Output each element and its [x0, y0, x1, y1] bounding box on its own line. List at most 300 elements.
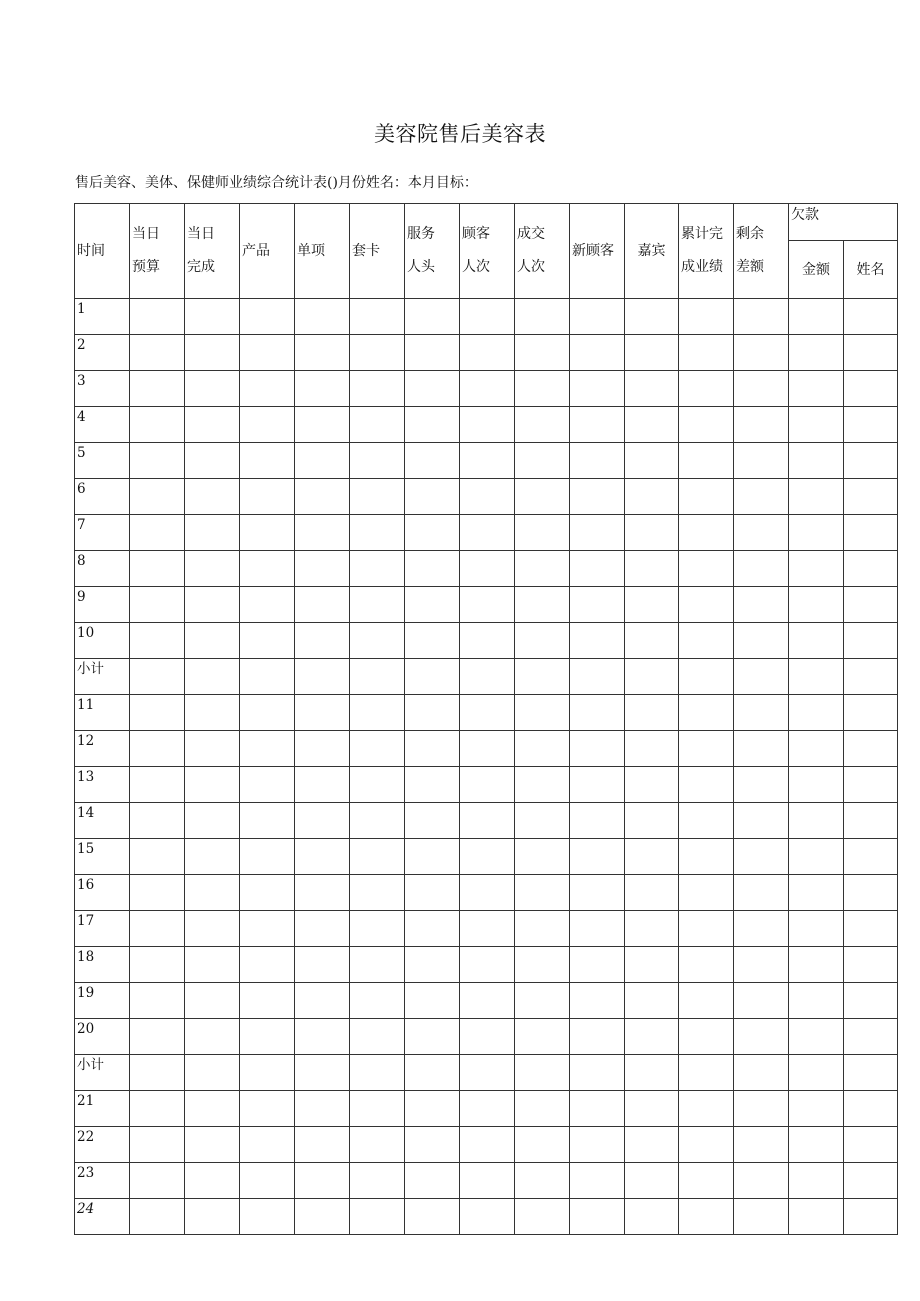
table-cell[interactable]	[130, 1019, 185, 1055]
table-cell[interactable]	[405, 1019, 460, 1055]
table-cell[interactable]	[240, 515, 295, 551]
table-cell[interactable]	[844, 911, 898, 947]
table-cell[interactable]	[130, 1127, 185, 1163]
table-cell[interactable]	[240, 1163, 295, 1199]
table-cell[interactable]	[625, 623, 679, 659]
table-cell[interactable]	[460, 623, 515, 659]
table-cell[interactable]	[130, 1199, 185, 1235]
table-cell[interactable]	[185, 983, 240, 1019]
table-cell[interactable]	[570, 911, 625, 947]
table-cell[interactable]	[679, 587, 734, 623]
table-cell[interactable]	[570, 551, 625, 587]
table-cell[interactable]	[185, 767, 240, 803]
table-cell[interactable]	[240, 335, 295, 371]
table-cell[interactable]	[130, 875, 185, 911]
table-cell[interactable]	[460, 875, 515, 911]
table-cell[interactable]	[460, 587, 515, 623]
table-cell[interactable]	[185, 1127, 240, 1163]
table-cell[interactable]	[515, 1199, 570, 1235]
table-cell[interactable]	[789, 803, 844, 839]
table-cell[interactable]	[679, 1019, 734, 1055]
table-cell[interactable]	[185, 695, 240, 731]
table-cell[interactable]	[679, 947, 734, 983]
table-cell[interactable]	[130, 767, 185, 803]
table-cell[interactable]	[295, 947, 350, 983]
table-cell[interactable]	[460, 767, 515, 803]
table-cell[interactable]	[240, 1127, 295, 1163]
table-cell[interactable]	[570, 1127, 625, 1163]
table-cell[interactable]	[240, 587, 295, 623]
table-cell[interactable]	[844, 623, 898, 659]
table-cell[interactable]	[405, 299, 460, 335]
table-cell[interactable]	[844, 443, 898, 479]
table-cell[interactable]	[789, 1199, 844, 1235]
table-cell[interactable]	[350, 983, 405, 1019]
table-cell[interactable]	[185, 587, 240, 623]
table-cell[interactable]	[405, 1163, 460, 1199]
table-cell[interactable]	[844, 767, 898, 803]
table-cell[interactable]	[295, 371, 350, 407]
table-cell[interactable]	[515, 803, 570, 839]
table-cell[interactable]	[460, 947, 515, 983]
table-cell[interactable]	[734, 803, 789, 839]
table-cell[interactable]	[405, 407, 460, 443]
table-cell[interactable]	[625, 731, 679, 767]
table-cell[interactable]	[625, 551, 679, 587]
table-cell[interactable]	[350, 335, 405, 371]
table-cell[interactable]	[625, 443, 679, 479]
table-cell[interactable]	[515, 623, 570, 659]
table-cell[interactable]	[185, 299, 240, 335]
table-cell[interactable]	[844, 1019, 898, 1055]
table-cell[interactable]	[844, 839, 898, 875]
table-cell[interactable]	[405, 1199, 460, 1235]
table-cell[interactable]	[295, 515, 350, 551]
table-cell[interactable]	[350, 1055, 405, 1091]
table-cell[interactable]	[515, 443, 570, 479]
table-cell[interactable]	[240, 1091, 295, 1127]
table-cell[interactable]	[789, 947, 844, 983]
table-cell[interactable]	[405, 767, 460, 803]
table-cell[interactable]	[295, 443, 350, 479]
table-cell[interactable]	[130, 479, 185, 515]
table-cell[interactable]	[844, 515, 898, 551]
table-cell[interactable]	[295, 479, 350, 515]
table-cell[interactable]	[570, 1091, 625, 1127]
table-cell[interactable]	[679, 1163, 734, 1199]
table-cell[interactable]	[570, 839, 625, 875]
table-cell[interactable]	[844, 803, 898, 839]
table-cell[interactable]	[679, 551, 734, 587]
table-cell[interactable]	[679, 299, 734, 335]
table-cell[interactable]	[570, 587, 625, 623]
table-cell[interactable]	[625, 479, 679, 515]
table-cell[interactable]	[240, 767, 295, 803]
table-cell[interactable]	[350, 371, 405, 407]
table-cell[interactable]	[570, 1019, 625, 1055]
table-cell[interactable]	[789, 551, 844, 587]
table-cell[interactable]	[679, 443, 734, 479]
table-cell[interactable]	[350, 803, 405, 839]
table-cell[interactable]	[460, 839, 515, 875]
table-cell[interactable]	[185, 515, 240, 551]
table-cell[interactable]	[844, 875, 898, 911]
table-cell[interactable]	[570, 1199, 625, 1235]
table-cell[interactable]	[460, 551, 515, 587]
table-cell[interactable]	[130, 587, 185, 623]
table-cell[interactable]	[844, 1127, 898, 1163]
table-cell[interactable]	[130, 1163, 185, 1199]
table-cell[interactable]	[570, 731, 625, 767]
table-cell[interactable]	[625, 947, 679, 983]
table-cell[interactable]	[130, 911, 185, 947]
table-cell[interactable]	[240, 983, 295, 1019]
table-cell[interactable]	[185, 623, 240, 659]
table-cell[interactable]	[844, 1163, 898, 1199]
table-cell[interactable]	[789, 587, 844, 623]
table-cell[interactable]	[679, 1199, 734, 1235]
table-cell[interactable]	[789, 479, 844, 515]
table-cell[interactable]	[625, 335, 679, 371]
table-cell[interactable]	[625, 587, 679, 623]
table-cell[interactable]	[570, 443, 625, 479]
table-cell[interactable]	[130, 659, 185, 695]
table-cell[interactable]	[240, 839, 295, 875]
table-cell[interactable]	[515, 1091, 570, 1127]
table-cell[interactable]	[130, 983, 185, 1019]
table-cell[interactable]	[460, 911, 515, 947]
table-cell[interactable]	[185, 947, 240, 983]
table-cell[interactable]	[240, 731, 295, 767]
table-cell[interactable]	[734, 587, 789, 623]
table-cell[interactable]	[570, 407, 625, 443]
table-cell[interactable]	[625, 1055, 679, 1091]
table-cell[interactable]	[844, 335, 898, 371]
table-cell[interactable]	[844, 551, 898, 587]
table-cell[interactable]	[405, 371, 460, 407]
table-cell[interactable]	[734, 551, 789, 587]
table-cell[interactable]	[570, 1163, 625, 1199]
table-cell[interactable]	[515, 947, 570, 983]
table-cell[interactable]	[789, 1127, 844, 1163]
table-cell[interactable]	[405, 623, 460, 659]
table-cell[interactable]	[240, 623, 295, 659]
table-cell[interactable]	[295, 875, 350, 911]
table-cell[interactable]	[240, 407, 295, 443]
table-cell[interactable]	[789, 407, 844, 443]
table-cell[interactable]	[350, 515, 405, 551]
table-cell[interactable]	[734, 875, 789, 911]
table-cell[interactable]	[185, 1091, 240, 1127]
table-cell[interactable]	[515, 983, 570, 1019]
table-cell[interactable]	[460, 983, 515, 1019]
table-cell[interactable]	[405, 1127, 460, 1163]
table-cell[interactable]	[460, 371, 515, 407]
table-cell[interactable]	[789, 875, 844, 911]
table-cell[interactable]	[185, 1199, 240, 1235]
table-cell[interactable]	[679, 695, 734, 731]
table-cell[interactable]	[734, 515, 789, 551]
table-cell[interactable]	[295, 1091, 350, 1127]
table-cell[interactable]	[789, 839, 844, 875]
table-cell[interactable]	[679, 407, 734, 443]
table-cell[interactable]	[844, 659, 898, 695]
table-cell[interactable]	[405, 1055, 460, 1091]
table-cell[interactable]	[240, 1199, 295, 1235]
table-cell[interactable]	[460, 803, 515, 839]
table-cell[interactable]	[185, 1163, 240, 1199]
table-cell[interactable]	[734, 335, 789, 371]
table-cell[interactable]	[570, 803, 625, 839]
table-cell[interactable]	[350, 659, 405, 695]
table-cell[interactable]	[460, 335, 515, 371]
table-cell[interactable]	[295, 767, 350, 803]
table-cell[interactable]	[405, 587, 460, 623]
table-cell[interactable]	[789, 731, 844, 767]
table-cell[interactable]	[515, 731, 570, 767]
table-cell[interactable]	[844, 1199, 898, 1235]
table-cell[interactable]	[295, 623, 350, 659]
table-cell[interactable]	[240, 1055, 295, 1091]
table-cell[interactable]	[625, 875, 679, 911]
table-cell[interactable]	[130, 803, 185, 839]
table-cell[interactable]	[679, 623, 734, 659]
table-cell[interactable]	[295, 983, 350, 1019]
table-cell[interactable]	[679, 659, 734, 695]
table-cell[interactable]	[295, 1055, 350, 1091]
table-cell[interactable]	[405, 479, 460, 515]
table-cell[interactable]	[185, 407, 240, 443]
table-cell[interactable]	[130, 731, 185, 767]
table-cell[interactable]	[405, 803, 460, 839]
table-cell[interactable]	[734, 731, 789, 767]
table-cell[interactable]	[844, 1055, 898, 1091]
table-cell[interactable]	[679, 983, 734, 1019]
table-cell[interactable]	[570, 767, 625, 803]
table-cell[interactable]	[789, 659, 844, 695]
table-cell[interactable]	[460, 1055, 515, 1091]
table-cell[interactable]	[789, 1019, 844, 1055]
table-cell[interactable]	[570, 479, 625, 515]
table-cell[interactable]	[295, 659, 350, 695]
table-cell[interactable]	[844, 1091, 898, 1127]
table-cell[interactable]	[515, 659, 570, 695]
table-cell[interactable]	[240, 911, 295, 947]
table-cell[interactable]	[734, 371, 789, 407]
table-cell[interactable]	[240, 551, 295, 587]
table-cell[interactable]	[734, 1019, 789, 1055]
table-cell[interactable]	[515, 551, 570, 587]
table-cell[interactable]	[570, 659, 625, 695]
table-cell[interactable]	[295, 1019, 350, 1055]
table-cell[interactable]	[844, 587, 898, 623]
table-cell[interactable]	[625, 1163, 679, 1199]
table-cell[interactable]	[185, 335, 240, 371]
table-cell[interactable]	[295, 551, 350, 587]
table-cell[interactable]	[625, 1091, 679, 1127]
table-cell[interactable]	[295, 587, 350, 623]
table-cell[interactable]	[240, 1019, 295, 1055]
table-cell[interactable]	[679, 803, 734, 839]
table-cell[interactable]	[350, 1199, 405, 1235]
table-cell[interactable]	[405, 983, 460, 1019]
table-cell[interactable]	[679, 515, 734, 551]
table-cell[interactable]	[295, 335, 350, 371]
table-cell[interactable]	[295, 839, 350, 875]
table-cell[interactable]	[625, 803, 679, 839]
table-cell[interactable]	[679, 479, 734, 515]
table-cell[interactable]	[625, 1127, 679, 1163]
table-cell[interactable]	[130, 371, 185, 407]
table-cell[interactable]	[295, 407, 350, 443]
table-cell[interactable]	[350, 551, 405, 587]
table-cell[interactable]	[130, 1055, 185, 1091]
table-cell[interactable]	[625, 695, 679, 731]
table-cell[interactable]	[350, 407, 405, 443]
table-cell[interactable]	[460, 1019, 515, 1055]
table-cell[interactable]	[789, 1163, 844, 1199]
table-cell[interactable]	[460, 479, 515, 515]
table-cell[interactable]	[350, 911, 405, 947]
table-cell[interactable]	[350, 1163, 405, 1199]
table-cell[interactable]	[844, 407, 898, 443]
table-cell[interactable]	[734, 947, 789, 983]
table-cell[interactable]	[515, 875, 570, 911]
table-cell[interactable]	[405, 551, 460, 587]
table-cell[interactable]	[460, 407, 515, 443]
table-cell[interactable]	[625, 299, 679, 335]
table-cell[interactable]	[240, 443, 295, 479]
table-cell[interactable]	[515, 1055, 570, 1091]
table-cell[interactable]	[350, 587, 405, 623]
table-cell[interactable]	[515, 479, 570, 515]
table-cell[interactable]	[789, 515, 844, 551]
table-cell[interactable]	[789, 1091, 844, 1127]
table-cell[interactable]	[240, 659, 295, 695]
table-cell[interactable]	[515, 587, 570, 623]
table-cell[interactable]	[625, 659, 679, 695]
table-cell[interactable]	[734, 659, 789, 695]
table-cell[interactable]	[734, 695, 789, 731]
table-cell[interactable]	[515, 1163, 570, 1199]
table-cell[interactable]	[295, 1163, 350, 1199]
table-cell[interactable]	[570, 695, 625, 731]
table-cell[interactable]	[570, 1055, 625, 1091]
table-cell[interactable]	[734, 1163, 789, 1199]
table-cell[interactable]	[295, 731, 350, 767]
table-cell[interactable]	[734, 1055, 789, 1091]
table-cell[interactable]	[844, 479, 898, 515]
table-cell[interactable]	[734, 983, 789, 1019]
table-cell[interactable]	[185, 659, 240, 695]
table-cell[interactable]	[350, 479, 405, 515]
table-cell[interactable]	[185, 371, 240, 407]
table-cell[interactable]	[734, 443, 789, 479]
table-cell[interactable]	[844, 695, 898, 731]
table-cell[interactable]	[185, 551, 240, 587]
table-cell[interactable]	[625, 911, 679, 947]
table-cell[interactable]	[679, 1055, 734, 1091]
table-cell[interactable]	[789, 1055, 844, 1091]
table-cell[interactable]	[130, 1091, 185, 1127]
table-cell[interactable]	[570, 335, 625, 371]
table-cell[interactable]	[515, 335, 570, 371]
table-cell[interactable]	[515, 1019, 570, 1055]
table-cell[interactable]	[240, 875, 295, 911]
table-cell[interactable]	[679, 371, 734, 407]
table-cell[interactable]	[734, 299, 789, 335]
table-cell[interactable]	[350, 443, 405, 479]
table-cell[interactable]	[789, 695, 844, 731]
table-cell[interactable]	[350, 1127, 405, 1163]
table-cell[interactable]	[789, 623, 844, 659]
table-cell[interactable]	[130, 947, 185, 983]
table-cell[interactable]	[130, 695, 185, 731]
table-cell[interactable]	[515, 299, 570, 335]
table-cell[interactable]	[185, 731, 240, 767]
table-cell[interactable]	[295, 695, 350, 731]
table-cell[interactable]	[515, 767, 570, 803]
table-cell[interactable]	[734, 839, 789, 875]
table-cell[interactable]	[295, 911, 350, 947]
table-cell[interactable]	[350, 839, 405, 875]
table-cell[interactable]	[844, 947, 898, 983]
table-cell[interactable]	[679, 767, 734, 803]
table-cell[interactable]	[734, 1127, 789, 1163]
table-cell[interactable]	[844, 371, 898, 407]
table-cell[interactable]	[460, 731, 515, 767]
table-cell[interactable]	[350, 623, 405, 659]
table-cell[interactable]	[460, 659, 515, 695]
table-cell[interactable]	[515, 839, 570, 875]
table-cell[interactable]	[789, 335, 844, 371]
table-cell[interactable]	[405, 515, 460, 551]
table-cell[interactable]	[405, 875, 460, 911]
table-cell[interactable]	[185, 443, 240, 479]
table-cell[interactable]	[625, 1199, 679, 1235]
table-cell[interactable]	[130, 443, 185, 479]
table-cell[interactable]	[625, 983, 679, 1019]
table-cell[interactable]	[625, 1019, 679, 1055]
table-cell[interactable]	[130, 407, 185, 443]
table-cell[interactable]	[405, 947, 460, 983]
table-cell[interactable]	[405, 839, 460, 875]
table-cell[interactable]	[515, 1127, 570, 1163]
table-cell[interactable]	[405, 911, 460, 947]
table-cell[interactable]	[844, 731, 898, 767]
table-cell[interactable]	[405, 1091, 460, 1127]
table-cell[interactable]	[570, 515, 625, 551]
table-cell[interactable]	[625, 767, 679, 803]
table-cell[interactable]	[185, 803, 240, 839]
table-cell[interactable]	[789, 371, 844, 407]
table-cell[interactable]	[734, 911, 789, 947]
table-cell[interactable]	[679, 1091, 734, 1127]
table-cell[interactable]	[295, 1127, 350, 1163]
table-cell[interactable]	[185, 1055, 240, 1091]
table-cell[interactable]	[460, 443, 515, 479]
table-cell[interactable]	[405, 731, 460, 767]
table-cell[interactable]	[185, 911, 240, 947]
table-cell[interactable]	[240, 803, 295, 839]
table-cell[interactable]	[734, 1199, 789, 1235]
table-cell[interactable]	[350, 875, 405, 911]
table-cell[interactable]	[570, 947, 625, 983]
table-cell[interactable]	[625, 839, 679, 875]
table-cell[interactable]	[460, 1091, 515, 1127]
table-cell[interactable]	[625, 371, 679, 407]
table-cell[interactable]	[570, 299, 625, 335]
